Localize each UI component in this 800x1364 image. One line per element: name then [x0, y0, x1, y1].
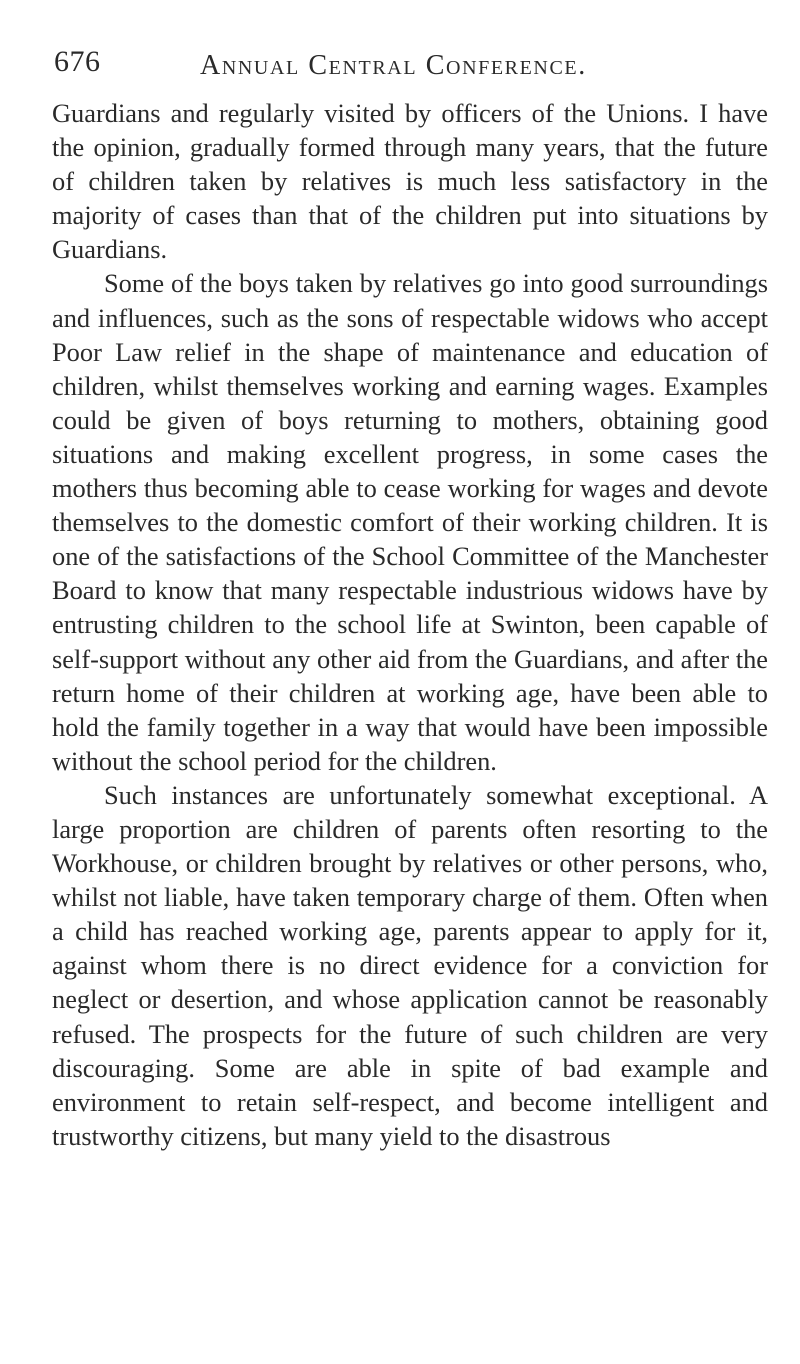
- paragraph-3: Such instances are unfortunately somewhat exceptional. A large proportion are children of parents often resorting to the Workhouse, or children brought by relatives or other persons, who, whilst not liable, have taken temporary charge of them. Often when a child has reached working age, parents appear to apply for it, against whom there is no direct evidence for a conviction for neglect or desertion, and whose application cannot be reasonably refused. The prospects for the future of such children are very discouraging. Some are able in spite of bad example and environment to retain self-respect, and become intelligent and trustworthy citizens, but many yield to the disastrous: [52, 779, 768, 1151]
- page-number: 676: [54, 45, 101, 78]
- paragraph-1: Guardians and regularly visited by officers of the Unions. I have the opinion, gradually formed through many years, that the future of children taken by relatives is much less satisfactory in the majority of cases than that of the children put into situations by Guardians.: [52, 98, 768, 265]
- body-text: [52, 96, 768, 1153]
- page-header: [40, 44, 760, 84]
- paragraph-2: Some of the boys taken by relatives go into good surroundings and influences, such as the sons of respectable widows who accept Poor Law relief in the shape of maintenance and education of children, whilst themselves working and earning wages. Examples could be given of boys returning to mothers, obtaining good situations and making excellent progress, in some cases the mothers thus becoming able to cease working for wages and devote themselves to the domestic comfort of their working children. It is one of the satisfactions of the School Committee of the Manchester Board to know that many respectable industrious widows have by entrusting children to the school life at Swinton, been capable of self-support without any other aid from the Guardians, and after the return home of their children at working age, have been able to hold the family together in a way that would have been impossible without the school period for the children.: [52, 268, 768, 776]
- running-head: Annual Central Conference.: [200, 50, 587, 81]
